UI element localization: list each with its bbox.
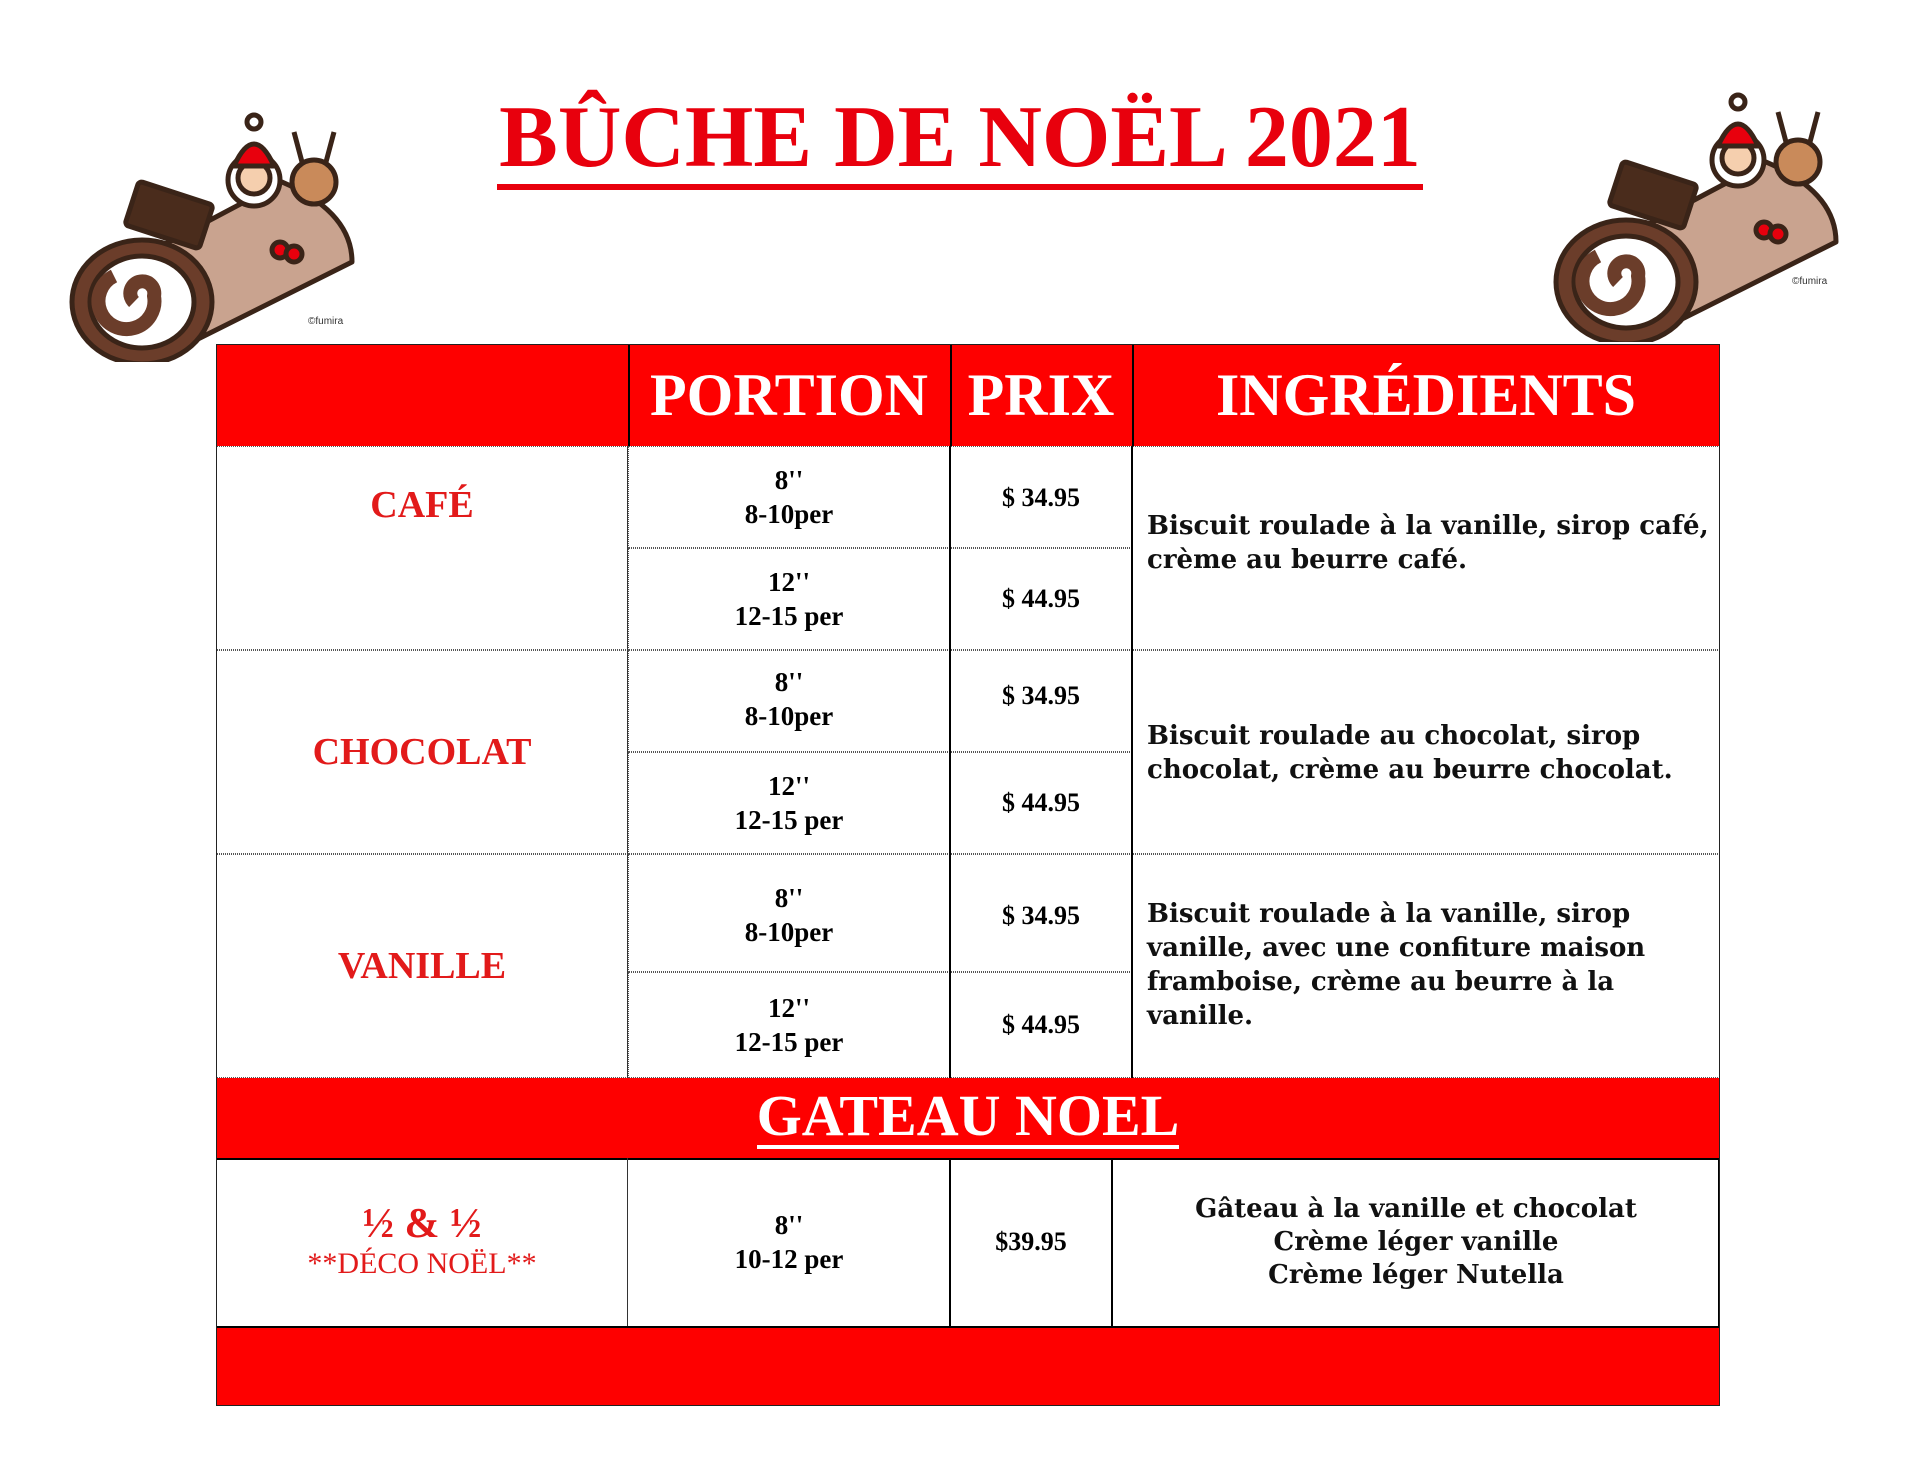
gateau-subtitle: **DÉCO NOËL** — [307, 1247, 537, 1280]
portion-cafe-8 — [628, 446, 950, 548]
portion-persons: 12-15 per — [734, 1027, 844, 1057]
portion-persons: 12-15 per — [734, 601, 844, 631]
gateau-price: $39.95 — [995, 1227, 1067, 1256]
price-chocolat-12: $ 44.95 — [950, 752, 1132, 854]
portion-chocolat-8 — [628, 650, 950, 752]
portion-persons: 10-12 per — [734, 1244, 844, 1274]
yule-log-illustration-right — [1536, 42, 1846, 342]
footer-band — [216, 1326, 1720, 1406]
gateau-portion — [628, 1158, 950, 1326]
portion-persons: 8-10per — [744, 701, 834, 731]
gateau-name-cell — [216, 1158, 628, 1326]
portion-vanille-12 — [628, 972, 950, 1078]
gateau-section-title: GATEAU NOEL — [216, 1078, 1720, 1158]
buche-name-cafe: CAFÉ — [216, 446, 628, 650]
price-chocolat-8: $ 34.95 — [950, 650, 1132, 752]
portion-size: 8'' — [774, 883, 804, 913]
portion-size: 12'' — [767, 993, 810, 1023]
buche-name-vanille: VANILLE — [216, 854, 628, 1078]
price-vanille-12: $ 44.95 — [950, 972, 1132, 1078]
portion-persons: 12-15 per — [734, 805, 844, 835]
ingredients-cafe: Biscuit roulade à la vanille, sirop café, crème au beurre café. — [1132, 446, 1720, 650]
portion-size: 8'' — [774, 1210, 804, 1240]
header-ingredients: INGRÉDIENTS — [1215, 362, 1637, 428]
table-header — [216, 344, 1720, 446]
price-cafe-12: $ 44.95 — [950, 548, 1132, 650]
gateau-name: ½ & ½ — [362, 1201, 482, 1247]
portion-cafe-12 — [628, 548, 950, 650]
gateau-ingredient-line: Crème léger vanille — [1273, 1226, 1559, 1257]
svg-text:©fumira: ©fumira — [1792, 276, 1828, 287]
gateau-ingredients — [1112, 1158, 1720, 1326]
buche-name-chocolat: CHOCOLAT — [216, 650, 628, 854]
header-prix: PRIX — [967, 362, 1115, 428]
price-cafe-8: $ 34.95 — [950, 446, 1132, 548]
ingredients-vanille: Biscuit roulade à la vanille, sirop vanille, avec une confiture maison framboise, crème au beurre à la vanille. — [1132, 854, 1720, 1078]
portion-size: 12'' — [767, 567, 810, 597]
portion-chocolat-12 — [628, 752, 950, 854]
portion-vanille-8 — [628, 854, 950, 972]
portion-persons: 8-10per — [744, 499, 834, 529]
gateau-ingredient-line: Gâteau à la vanille et chocolat — [1195, 1193, 1637, 1224]
portion-persons: 8-10per — [744, 917, 834, 947]
portion-size: 8'' — [774, 465, 804, 495]
page-title: BÛCHE DE NOËL 2021 — [0, 92, 1920, 190]
price-vanille-8: $ 34.95 — [950, 854, 1132, 972]
header-blank — [216, 344, 628, 446]
yule-log-illustration-left — [52, 62, 362, 362]
ingredients-chocolat: Biscuit roulade au chocolat, sirop chocolat, crème au beurre chocolat. — [1132, 650, 1720, 854]
portion-size: 8'' — [774, 667, 804, 697]
portion-size: 12'' — [767, 771, 810, 801]
header-portion: PORTION — [650, 362, 928, 428]
gateau-ingredient-line: Crème léger Nutella — [1268, 1259, 1564, 1290]
svg-text:©fumira: ©fumira — [308, 316, 344, 327]
